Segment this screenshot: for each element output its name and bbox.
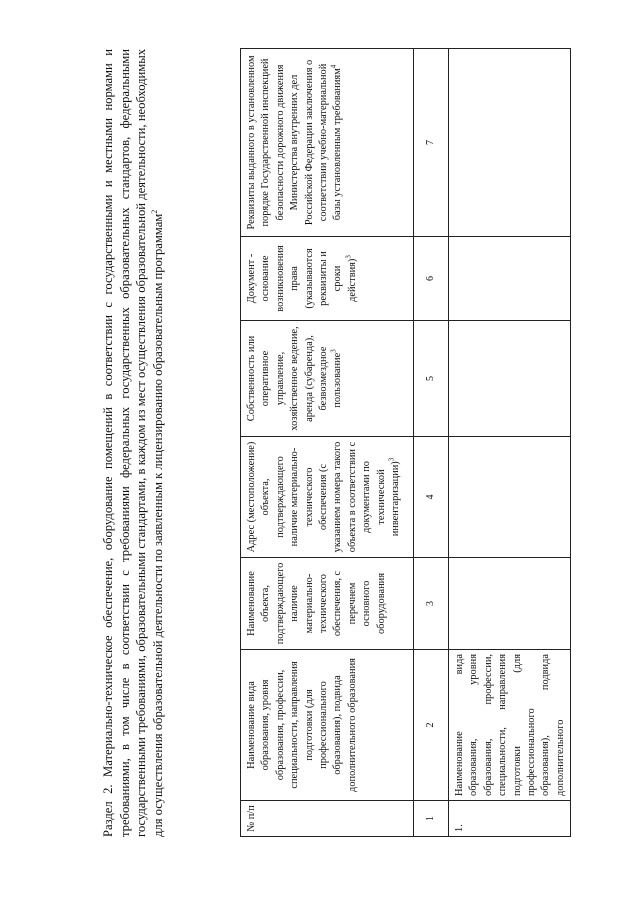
header-cell-gibdd-conclusion: Реквизиты выданного в установленном порядке Государственной инспекцией безопасности дорожного движения Министерства внутренних дел Российской Федерации заключения о соответствии учебно-материальной базы установленным требованиям$^4$ xyxy=(241,49,414,237)
column-index-row xyxy=(414,49,449,837)
address-cell xyxy=(449,437,571,558)
column-index-cell: 5 xyxy=(414,321,449,437)
header-cell-number: № п/п xyxy=(241,801,414,837)
ownership-cell xyxy=(449,321,571,437)
header-cell-right-document: Документ - основание возникновения права (указываются реквизиты и сроки действия)$^3$ xyxy=(241,237,414,321)
section-heading-text: Раздел 2. Материально-техническое обеспечение, оборудование помещений в соответствии с государственными и местными нормами и требованиями, в том числе в соответствии с требованиями федеральных государственных образовательных стандартов, федеральными государственными требованиями, образовательными стандартами, в каждом из мест осуществления образовательной деятельности, необходимых для осуществления образовательной деятельности по заявленным к лицензированию образовательным программам xyxy=(101,49,165,837)
section-heading xyxy=(100,49,166,837)
footnote-marker: 3 xyxy=(329,349,338,353)
column-index-cell: 2 xyxy=(414,650,449,801)
table-header-row xyxy=(241,49,414,837)
header-cell-education-type: Наименование вида образования, уровня образования, профессии, специальности, направления подготовки (для профессионального образования), подвида дополнительного образования xyxy=(241,650,414,801)
row-number-cell: 1. xyxy=(449,801,571,837)
right-document-cell xyxy=(449,237,571,321)
header-cell-object-name: Наименование объекта, подтверждающего наличие материально-технического обеспечения, с перечнем основного оборудования xyxy=(241,558,414,650)
footnote-marker: 3 xyxy=(387,457,396,462)
column-index-cell: 7 xyxy=(414,49,449,237)
heading-footnote-marker: 2 xyxy=(149,209,159,214)
footnote-marker: 4 xyxy=(329,64,338,69)
table-row xyxy=(449,49,571,837)
column-index-cell: 4 xyxy=(414,437,449,558)
column-index-cell: 3 xyxy=(414,558,449,650)
object-name-cell xyxy=(449,558,571,650)
material-support-table xyxy=(240,48,571,837)
header-cell-ownership: Собственность или оперативное управление, хозяйственное ведение, аренда (субаренда), безвозмездное пользование$^3$ xyxy=(241,321,414,437)
column-index-cell: 6 xyxy=(414,237,449,321)
footnote-marker: 3 xyxy=(344,255,353,259)
education-type-cell: Наименование вида образования, уровня образования, профессии, специальности, направления подготовки (для профессионального образования), подвида дополнительного xyxy=(449,650,571,801)
column-index-cell: 1 xyxy=(414,801,449,837)
header-cell-address: Адрес (местоположение) объекта, подтверждающего наличие материально-технического обеспечения (с указанием номера такого объекта в соответствии с документами по технической инвентаризации)$^3$ xyxy=(241,437,414,558)
gibdd-conclusion-cell xyxy=(449,49,571,237)
